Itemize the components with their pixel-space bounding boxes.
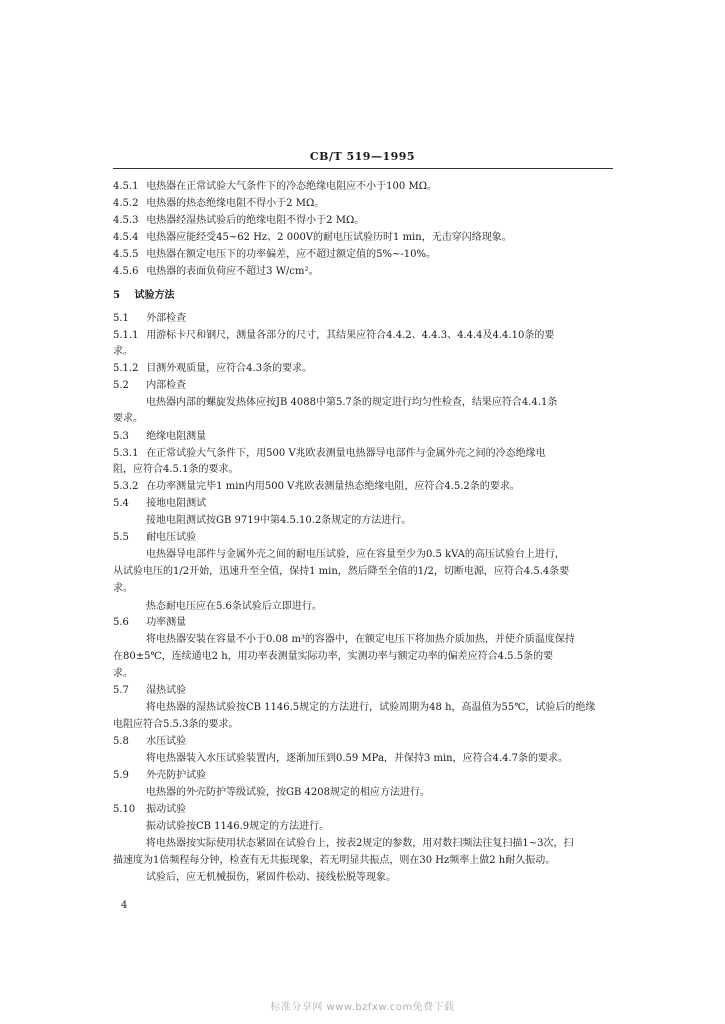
clause-5-6-heading (113, 616, 186, 630)
clause-5-10-text: 振动试验按CB 1146.9规定的方法进行。 (146, 821, 330, 832)
clause-number: 5.8 (113, 736, 129, 747)
clause-5-1-1-cont: 求。 (113, 346, 133, 357)
clause-number: 4.5.1 (113, 181, 139, 192)
clause-5-1-1 (113, 329, 554, 343)
clause-number: 5.10 (113, 804, 136, 815)
clause-5-5-heading (113, 531, 196, 545)
clause-number: 5.5 (113, 532, 129, 543)
clause-number: 5.3.1 (113, 448, 139, 459)
clause-text: 电热器的表面负荷应不超过3 W/cm²。 (146, 266, 319, 277)
clause-number: 5.1.2 (113, 363, 139, 374)
clause-4-5-2 (113, 197, 324, 211)
clause-5-6-text: 将电热器安装在容量不小于0.08 m³的容器中，在额定电压下将加热介质加热，并使介质温度保持 (146, 634, 575, 645)
clause-number: 5.9 (113, 770, 129, 781)
clause-title: 功率测量 (146, 617, 187, 628)
clause-5-9-text: 电热器的外壳防护等级试验，按GB 4208规定的相应方法进行。 (146, 787, 430, 798)
clause-5-5-note: 热态耐电压应在5.6条试验后立即进行。 (146, 601, 322, 612)
section-number: 5 (113, 290, 120, 301)
clause-text: 在功率测量完毕1 min内用500 V兆欧表测量热态绝缘电阻，应符合4.5.2条的要求。 (146, 481, 520, 492)
clause-5-3-1-cont: 阻，应符合4.5.1条的要求。 (113, 464, 239, 475)
clause-5-10-heading (113, 803, 186, 817)
clause-5-5-text: 电热器导电部件与金属外壳之间的耐电压试验，应在容量至少为0.5 kVA的高压试验台上进行， (146, 549, 565, 560)
clause-text: 目测外观质量，应符合4.3条的要求。 (146, 363, 313, 374)
clause-5-3-heading (113, 430, 206, 444)
clause-5-7-text-cont: 电阻应符合5.5.3条的要求。 (113, 719, 239, 730)
clause-title: 耐电压试验 (146, 532, 197, 543)
clause-number: 4.5.3 (113, 215, 139, 226)
clause-5-2-text-cont: 要求。 (113, 413, 143, 424)
clause-number: 5.6 (113, 617, 129, 628)
clause-4-5-1 (113, 180, 437, 194)
clause-text: 电热器在额定电压下的功率偏差，应不超过额定值的5%~-10%。 (146, 249, 437, 260)
page-number: 4 (121, 900, 128, 911)
clause-number: 5.4 (113, 498, 129, 509)
section-5-heading (113, 289, 174, 303)
clause-4-5-4 (113, 231, 512, 245)
clause-5-6-text-cont: 在80±5℃，连续通电2 h，用功率表测量实际功率，实测功率与额定功率的偏差应符合4.5.5条的要 (113, 651, 554, 662)
clause-number: 5.3 (113, 431, 129, 442)
clause-4-5-3 (113, 214, 364, 228)
clause-number: 4.5.6 (113, 266, 139, 277)
clause-5-1-heading (113, 312, 186, 326)
standard-number-header: CB/T 519—1995 (309, 150, 416, 163)
clause-5-4-text: 接地电阻测试按GB 9719中第4.5.10.2条规定的方法进行。 (146, 515, 412, 526)
clause-number: 5.1 (113, 313, 129, 324)
clause-5-4-heading (113, 497, 206, 511)
clause-title: 接地电阻测试 (146, 498, 207, 509)
clause-text: 用游标卡尺和钢尺，测量各部分的尺寸，其结果应符合4.4.2、4.4.3、4.4.4及4.4.10条的要 (146, 330, 555, 341)
clause-5-3-2 (113, 480, 520, 494)
clause-5-1-2 (113, 362, 312, 376)
clause-text: 电热器应能经受45~62 Hz、2 000V的耐电压试验历时1 min，无击穿闪络现象。 (146, 232, 512, 243)
clause-text: 电热器在正常试验大气条件下的冷态绝缘电阻应不小于100 MΩ。 (146, 181, 437, 192)
clause-5-7-heading (113, 684, 186, 698)
clause-number: 4.5.4 (113, 232, 139, 243)
clause-5-6-text-cont2: 求。 (113, 668, 133, 679)
clause-5-5-text-cont: 从试验电压的1/2开始，迅速升至全值，保持1 min，然后降至全值的1/2，切断电源，应符合4.5.4条要 (113, 566, 570, 577)
clause-number: 5.3.2 (113, 481, 139, 492)
clause-number: 5.7 (113, 685, 129, 696)
clause-number: 5.1.1 (113, 330, 139, 341)
clause-5-10-text3: 试验后，应无机械损伤，紧固件松动、接线松脱等现象。 (146, 872, 396, 883)
clause-title: 水压试验 (146, 736, 187, 747)
clause-5-8-text: 将电热器装入水压试验装置内，逐渐加压到0.59 MPa，并保持3 min，应符合4.4.7条的要求。 (146, 753, 569, 764)
clause-title: 湿热试验 (146, 685, 187, 696)
clause-5-8-heading (113, 735, 186, 749)
clause-number: 4.5.5 (113, 249, 139, 260)
header-divider (113, 168, 613, 169)
clause-5-10-text2-cont: 描速度为1倍频程每分钟，检查有无共振现象，若无明显共振点，则在30 Hz频率上做2 h耐久振动。 (113, 855, 556, 866)
clause-5-9-heading (113, 769, 206, 783)
clause-title: 外部检查 (146, 313, 187, 324)
clause-5-5-text-cont2: 求。 (113, 583, 133, 594)
clause-title: 内部检查 (146, 380, 187, 391)
clause-title: 振动试验 (146, 804, 187, 815)
site-watermark: 标准分享网 www.bzfxw.com免费下载 (270, 1002, 455, 1013)
section-title: 试验方法 (134, 290, 175, 301)
clause-text: 电热器的热态绝缘电阻不得小于2 MΩ。 (146, 198, 325, 209)
clause-title: 绝缘电阻测量 (146, 431, 207, 442)
clause-5-7-text: 将电热器的湿热试验按CB 1146.5规定的方法进行，试验周期为48 h，高温值为55℃，试验后的绝缘 (146, 702, 596, 713)
clause-text: 电热器经湿热试验后的绝缘电阻不得小于2 MΩ。 (146, 215, 365, 226)
clause-5-3-1 (113, 447, 546, 461)
clause-4-5-6 (113, 265, 318, 279)
clause-4-5-5 (113, 248, 436, 262)
clause-text: 在正常试验大气条件下，用500 V兆欧表测量电热器导电部件与金属外壳之间的冷态绝缘电 (146, 448, 546, 459)
clause-5-10-text2: 将电热器按实际使用状态紧固在试验台上，按表2规定的参数，用对数扫频法往复扫描1~3次，扫 (146, 838, 574, 849)
clause-5-2-heading (113, 379, 186, 393)
clause-5-2-text: 电热器内部的螺旋发热体应按JB 4088中第5.7条的规定进行均匀性检查，结果应符合4.4.1条 (146, 397, 558, 408)
clause-number: 5.2 (113, 380, 129, 391)
clause-title: 外壳防护试验 (146, 770, 207, 781)
clause-number: 4.5.2 (113, 198, 139, 209)
